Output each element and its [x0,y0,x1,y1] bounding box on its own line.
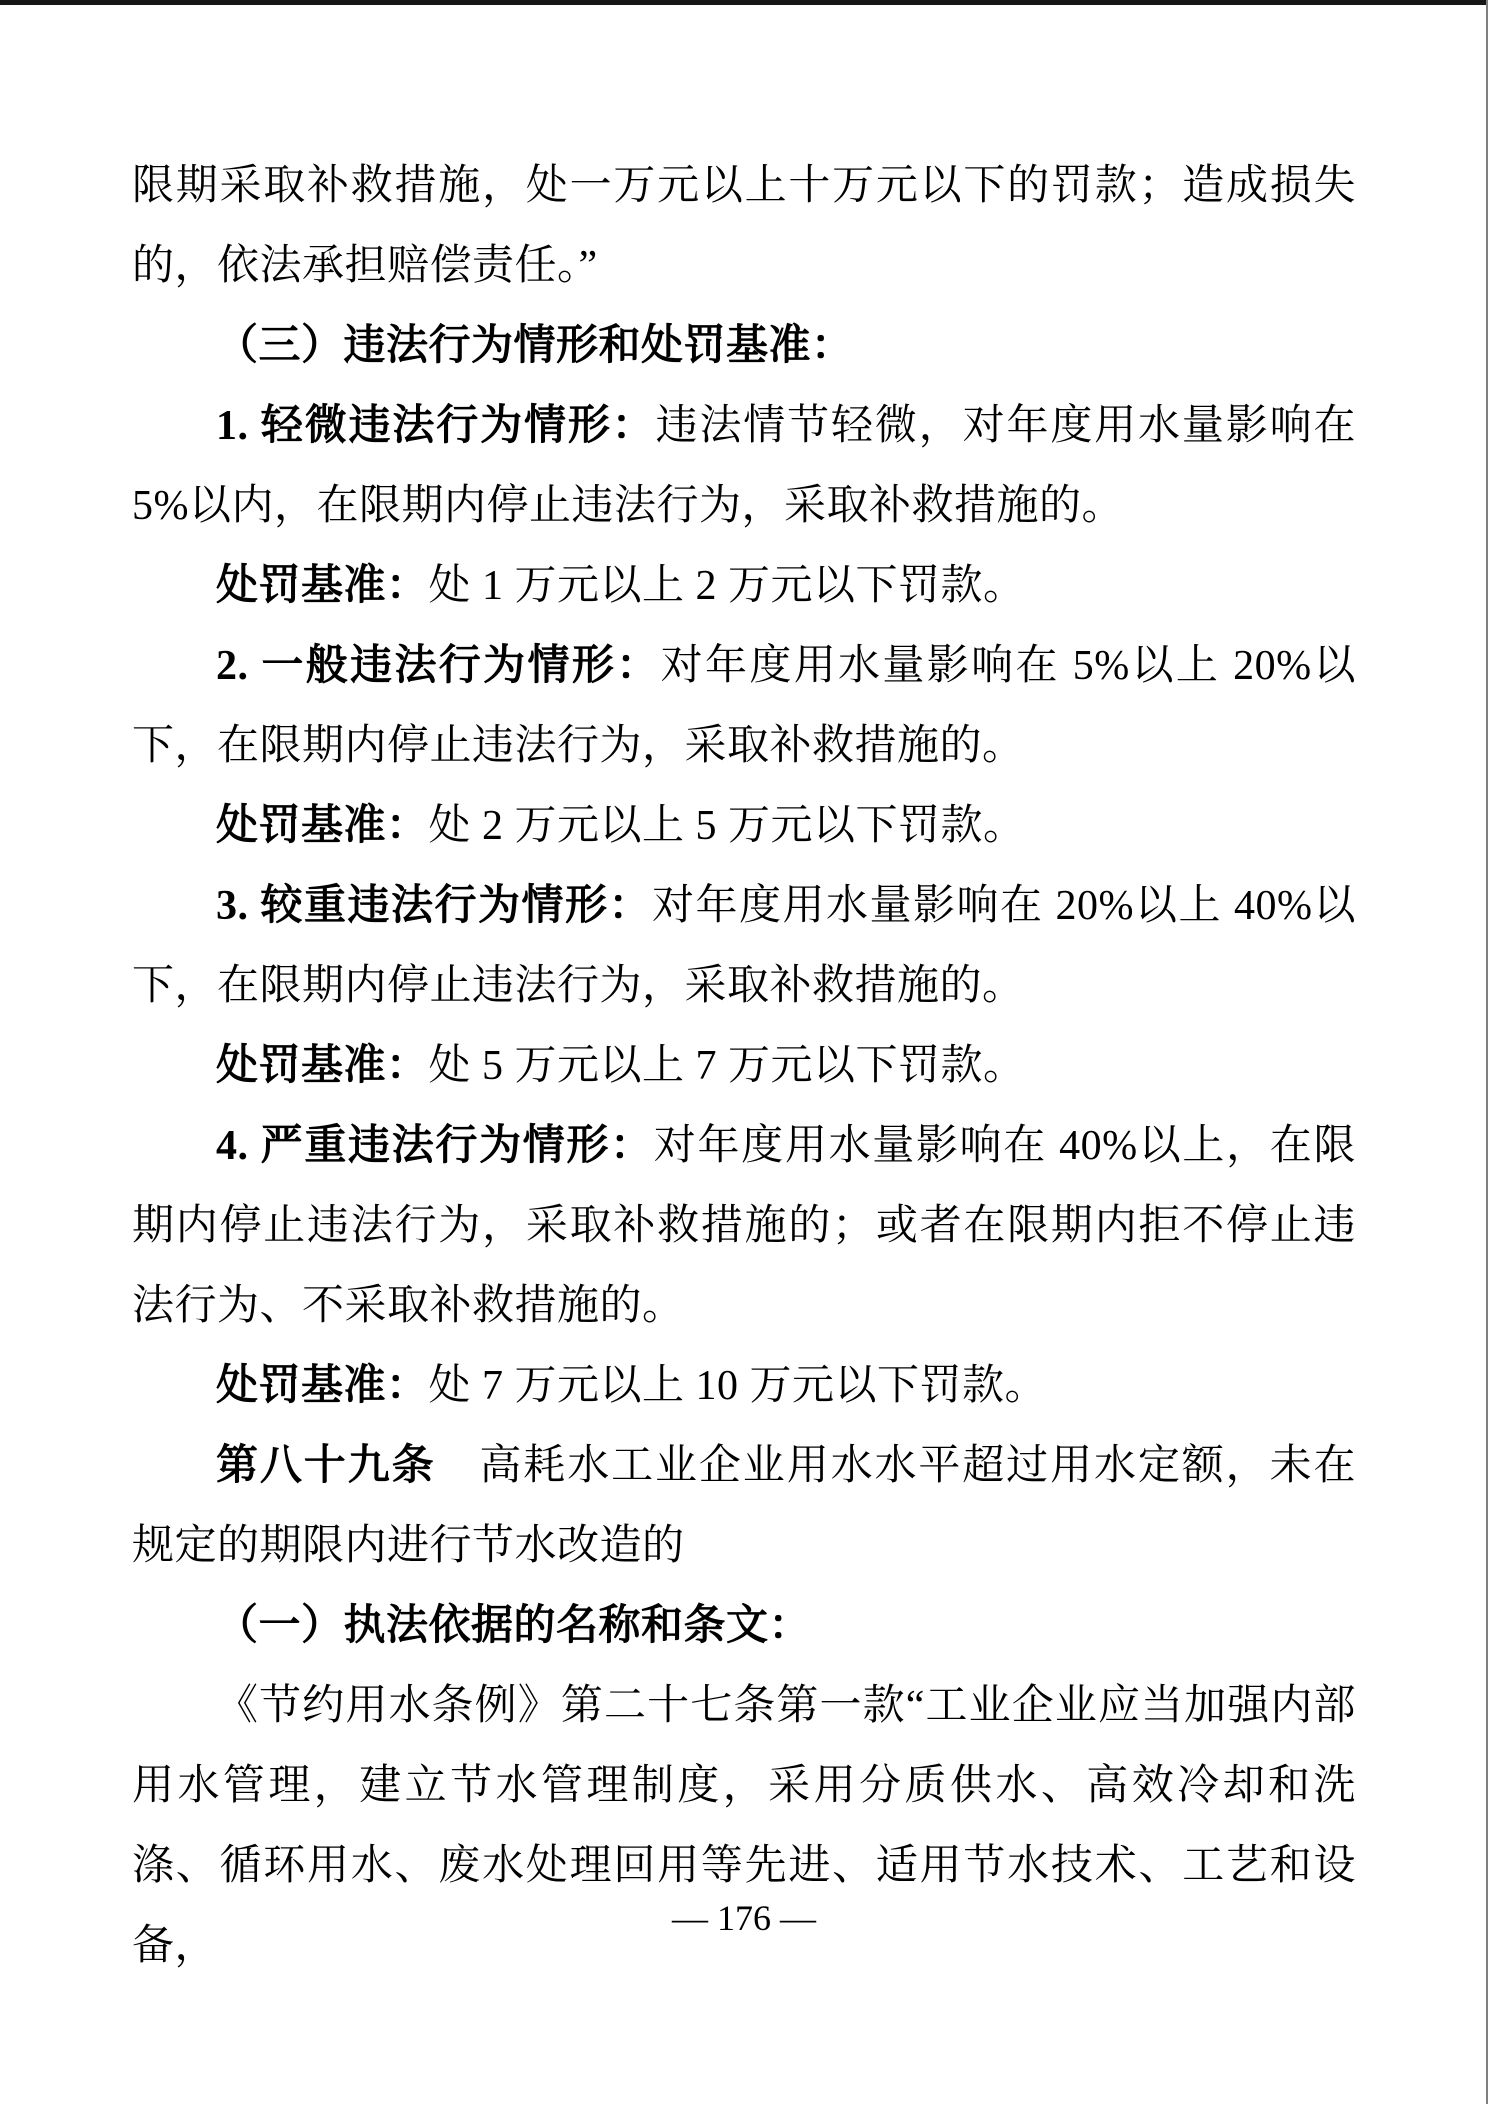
paragraph-item-1 [132,386,1356,546]
text-run: 处 7 万元以上 10 万元以下罚款。 [428,1363,1048,1409]
paragraph-continuation [132,146,1356,306]
text-run-bold: 处罚基准： [216,563,429,609]
text-run-bold: 2. 一般违法行为情形： [216,643,661,689]
text-run: 对年度用水量影响在 40%以上，在限期内停止违法行为，采取补救措施的；或者在限期内拒不停止违法行为、不采取补救措施的。 [132,1123,1356,1329]
text-run: 《节约用水条例》第二十七条第一款“工业企业应当加强内部用水管理，建立节水管理制度，采用分质供水、高效冷却和洗涤、循环用水、废水处理回用等先进、适用节水技术、工艺和设备， [132,1683,1356,1969]
text-run-bold: 第八十九条 [216,1443,436,1489]
page-top-border [0,0,1488,5]
text-run-bold: 处罚基准： [216,803,429,849]
text-run-bold: 4. 严重违法行为情形： [216,1123,654,1169]
text-run: 对年度用水量影响在 20%以上 40%以下，在限期内停止违法行为，采取补救措施的。 [132,883,1356,1009]
paragraph-penalty-3 [132,1026,1356,1106]
paragraph-heading-1 [132,1586,1356,1666]
paragraph-item-2 [132,626,1356,786]
text-run-bold: 处罚基准： [216,1043,429,1089]
page-footer [132,1896,1356,1940]
paragraph-item-4 [132,1106,1356,1346]
text-run: 限期采取补救措施，处一万元以上十万元以下的罚款；造成损失的，依法承担赔偿责任。” [132,163,1356,289]
paragraph-item-3 [132,866,1356,1026]
text-run: 对年度用水量影响在 5%以上 20%以下，在限期内停止违法行为，采取补救措施的。 [132,643,1356,769]
text-run: 处 2 万元以上 5 万元以下罚款。 [428,803,1026,849]
text-run: 高耗水工业企业用水水平超过用水定额，未在规定的期限内进行节水改造的 [132,1443,1356,1569]
text-run-bold: 1. 轻微违法行为情形： [216,403,656,449]
text-run: 违法情节轻微，对年度用水量影响在 5%以内，在限期内停止违法行为，采取补救措施的。 [132,403,1356,529]
text-run-bold: （一）执法依据的名称和条文： [216,1603,812,1649]
paragraph-penalty-4 [132,1346,1356,1426]
paragraph-penalty-1 [132,546,1356,626]
document-body [132,146,1356,1986]
paragraph-heading-3 [132,306,1356,386]
page-number: — 176 — [672,1898,816,1938]
text-run-bold: （三）违法行为情形和处罚基准： [216,323,854,369]
paragraph-penalty-2 [132,786,1356,866]
text-run: 处 1 万元以上 2 万元以下罚款。 [428,563,1026,609]
text-run: 处 5 万元以上 7 万元以下罚款。 [428,1043,1026,1089]
text-run-bold: 处罚基准： [216,1363,429,1409]
paragraph-article-89 [132,1426,1356,1586]
text-run-bold: 3. 较重违法行为情形： [216,883,653,929]
